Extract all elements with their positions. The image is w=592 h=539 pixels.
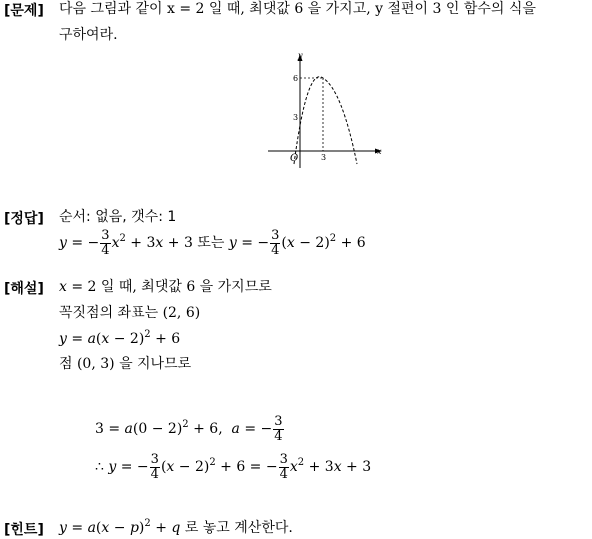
solution-eq-1: $3 = a(0 - 2)^2 + 6$, a = − $\frac{3}{4}$ (95, 413, 283, 444)
hint-line: $y = a(x - p)^2 + q$ 로 놓고 계산한다. (59, 518, 293, 536)
solution-line-3: $y = a(x - 2)^2 + 6$ (59, 329, 181, 347)
solution-tag: [해설] (4, 281, 44, 297)
solution-line-2: 꼭짓점의 좌표는 (2, 6) (59, 305, 201, 321)
parabola-graph (262, 50, 392, 175)
graph-y-label: y (298, 51, 303, 60)
answer-formula: y = − $\frac{3}{4}$ $x^2 + 3x + 3$ 또는 y = − $\frac{3}{4}$ $(x - 2)^2 + 6$ (59, 227, 366, 258)
solution-line-4: 점 (0, 3) 을 지나므로 (59, 356, 192, 372)
hint-tag: [힌트] (4, 522, 44, 538)
solution-line-1: x = 2 일 때, 최댓값 6 을 가지므로 (59, 279, 272, 295)
answer-tag: [정답] (4, 211, 44, 227)
problem-line-2: 구하여라. (59, 27, 118, 43)
solution-line-1-text: 일 때, 최댓값 6 을 가지므로 (100, 279, 272, 295)
graph-origin-label: O (290, 153, 299, 164)
hint-text: 로 놓고 계산한다. (184, 520, 293, 536)
answer-meta: 순서: 없음, 갯수: 1 (59, 209, 177, 225)
graph-tick-x2: 3 (321, 153, 327, 162)
solution-eq-2: ∴ y = − $\frac{3}{4}$ $(x - 2)^2 + 6$ = − $\frac{3}{4}$ $x^2 + 3x + 3$ (95, 451, 372, 482)
answer-joiner: 또는 (197, 235, 225, 251)
graph-tick-3: 3 (293, 113, 299, 122)
graph-x-label: x (377, 147, 382, 156)
graph-tick-6: 6 (293, 74, 299, 83)
problem-line-1: 다음 그림과 같이 x = 2 일 때, 최댓값 6 을 가지고, y 절편이 3 인 함수의 식을 (59, 1, 536, 17)
problem-tag: [문제] (4, 3, 44, 19)
